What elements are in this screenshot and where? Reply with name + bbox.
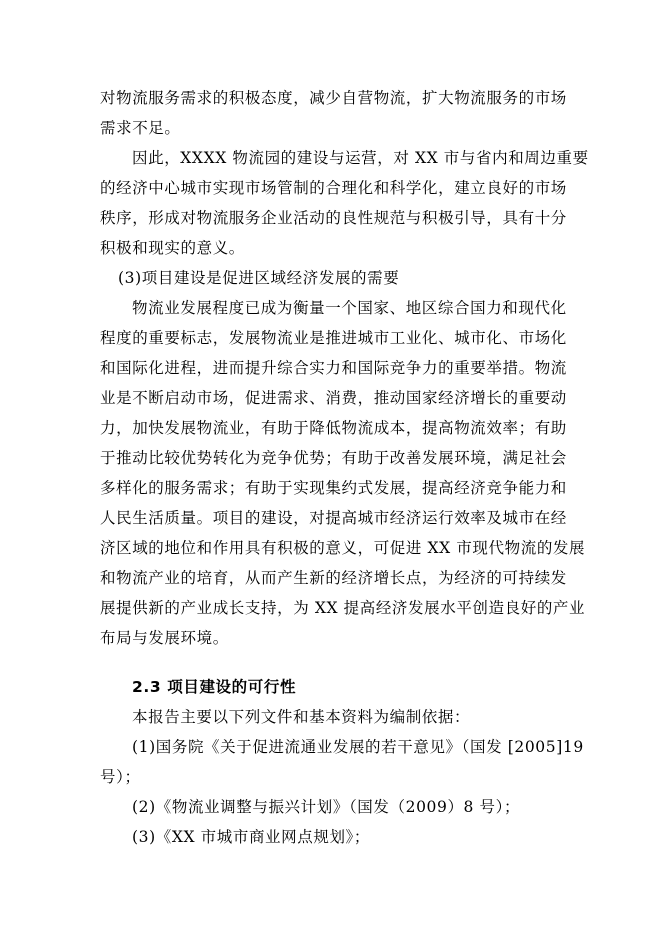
list-item-continuation: 号）；: [100, 768, 141, 786]
paragraph-line: 业是不断启动市场，促进需求、消费，推动国家经济增长的重要动: [100, 389, 567, 407]
paragraph-line: 于推动比较优势转化为竞争优势；有助于改善发展环境，满足社会: [100, 449, 567, 467]
paragraph-line: 物流业发展程度已成为衡量一个国家、地区综合国力和现代化: [132, 299, 567, 317]
paragraph-line: 对物流服务需求的积极态度，减少自营物流，扩大物流服务的市场: [100, 89, 567, 107]
paragraph-line: 和物流产业的培育，从而产生新的经济增长点，为经济的可持续发: [100, 569, 567, 587]
paragraph-line: 和国际化进程，进而提升综合实力和国际竞争力的重要举措。物流: [100, 359, 567, 377]
paragraph-line: 力，加快发展物流业，有助于降低物流成本，提高物流效率；有助: [100, 419, 567, 437]
subsection-heading: (3)项目建设是促进区域经济发展的需要: [118, 269, 400, 287]
paragraph-line: 人民生活质量。项目的建设，对提高城市经济运行效率及城市在经: [100, 509, 567, 527]
paragraph-line: 本报告主要以下列文件和基本资料为编制依据：: [132, 708, 471, 726]
section-heading: 2.3 项目建设的可行性: [132, 678, 297, 696]
paragraph-line: 需求不足。: [100, 119, 181, 137]
paragraph-line: 秩序，形成对物流服务企业活动的良性规范与积极引导，具有十分: [100, 209, 567, 227]
paragraph-line: 多样化的服务需求；有助于实现集约式发展，提高经济竞争能力和: [100, 479, 567, 497]
paragraph-line: 积极和现实的意义。: [100, 239, 245, 257]
paragraph-line: 济区域的地位和作用具有积极的意义，可促进 XX 市现代物流的发展: [100, 539, 586, 557]
list-item: (2)《物流业调整与振兴计划》（国发（2009）8 号）；: [132, 798, 521, 816]
paragraph-line: 程度的重要标志，发展物流业是推进城市工业化、城市化、市场化: [100, 329, 567, 347]
paragraph-line: 布局与发展环境。: [100, 629, 229, 647]
list-item: (3)《XX 市城市商业网点规划》；: [132, 828, 371, 846]
paragraph-line: 因此，XXXX 物流园的建设与运营，对 XX 市与省内和周边重要: [132, 149, 589, 167]
list-item: (1)国务院《关于促进流通业发展的若干意见》（国发 [2005]19: [132, 738, 584, 756]
paragraph-line: 的经济中心城市实现市场管制的合理化和科学化，建立良好的市场: [100, 179, 567, 197]
paragraph-line: 展提供新的产业成长支持，为 XX 提高经济发展水平创造良好的产业: [100, 599, 586, 617]
